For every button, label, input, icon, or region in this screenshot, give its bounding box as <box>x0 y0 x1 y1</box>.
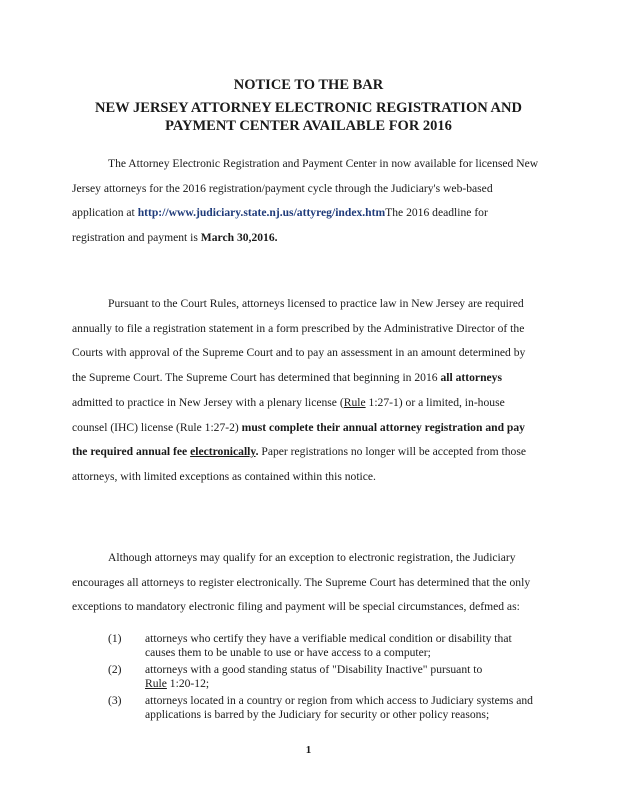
list-item <box>108 663 568 691</box>
paragraph-exceptions <box>72 546 552 620</box>
p1-line-3-text: application at <box>72 206 138 220</box>
p2-line-6 <box>72 416 552 441</box>
list-item-line-1: attorneys who certify they have a verifiable medical condition or disability that <box>145 632 512 645</box>
list-item-number: (2) <box>108 663 122 676</box>
p2-line-1: Pursuant to the Court Rules, attorneys licensed to practice law in New Jersey are required <box>108 297 524 310</box>
list-item-line-2-post: 1:20-12; <box>166 677 210 690</box>
p2-line-7 <box>72 440 552 465</box>
p1-line-4-text: registration and payment is <box>72 231 201 245</box>
p2-line-8: attorneys, with limited exceptions as contained within this notice. <box>72 469 376 483</box>
notice-title: NOTICE TO THE BAR <box>233 77 384 93</box>
p2-line-5 <box>72 391 552 416</box>
attorney-registration-link[interactable]: http://www.judiciary.state.nj.us/attyreg/index.htm <box>137 206 386 220</box>
list-item-line-2: causes them to be unable to use or have access to a computer; <box>145 646 431 659</box>
p3-line-2: encourages all attorneys to register electronically. The Supreme Court has determined that the only <box>72 575 531 589</box>
list-item-number: (3) <box>108 694 122 707</box>
list-item <box>108 632 568 660</box>
rule-reference: Rule <box>145 677 167 690</box>
subtitle-line-1: NEW JERSEY ATTORNEY ELECTRONIC REGISTRATION AND <box>95 100 522 116</box>
notice-subtitle <box>0 99 617 135</box>
deadline-date: March 30,2016. <box>200 231 278 245</box>
list-item-line-1: attorneys with a good standing status of "Disability Inactive" pursuant to <box>145 663 483 676</box>
exceptions-list <box>108 632 568 725</box>
list-item <box>108 694 568 722</box>
p1-line-4 <box>72 226 552 251</box>
p3-line-1: Although attorneys may qualify for an exception to electronic registration, the Judiciary <box>108 551 516 564</box>
p2-line-3: Courts with approval of the Supreme Court and to pay an assessment in an amount determined by <box>72 346 526 360</box>
subtitle-line-2: PAYMENT CENTER AVAILABLE FOR 2016 <box>165 118 452 134</box>
p2-line-4-text: the Supreme Court. The Supreme Court has determined that beginning in 2016 <box>72 371 441 385</box>
list-item-line-2: applications is barred by the Judiciary for security or other policy reasons; <box>145 708 490 721</box>
paragraph-intro <box>72 152 552 251</box>
rule-reference: Rule <box>343 395 366 409</box>
paragraph-court-rules <box>72 292 552 490</box>
p2-line-2: annually to file a registration statement in a form prescribed by the Administrative Director of the <box>72 321 525 335</box>
all-attorneys-emphasis: all attorneys <box>440 371 502 385</box>
p1-line-3 <box>72 201 552 226</box>
p3-line-3: exceptions to mandatory electronic filing and payment will be special circumstances, defmed as: <box>72 600 520 614</box>
p2-line-5-post: 1:27-1) or a limited, in-house <box>365 395 505 409</box>
p2-line-5-text: admitted to practice in New Jersey with a plenary license ( <box>72 395 344 409</box>
fee-emphasis: the required annual fee <box>72 445 191 459</box>
list-item-line-2 <box>145 677 568 691</box>
list-item-line-1: attorneys located in a country or region from which access to Judiciary systems and <box>145 694 533 707</box>
p2-line-6-text: counsel (IHC) license (Rule 1:27-2) <box>72 420 242 434</box>
p1-line-1: The Attorney Electronic Registration and Payment Center in now available for licensed New <box>108 157 539 170</box>
p2-line-4 <box>72 366 552 391</box>
list-item-number: (1) <box>108 632 122 645</box>
electronically-emphasis: electronically <box>190 445 256 459</box>
p1-line-3-post: The 2016 deadline for <box>385 206 488 220</box>
mandate-emphasis: must complete their annual attorney registration and pay <box>241 420 525 434</box>
page-number: 1 <box>305 744 312 756</box>
fee-period: . <box>255 445 259 459</box>
p2-line-7-post: Paper registrations no longer will be accepted from those <box>258 445 527 459</box>
p1-line-2: Jersey attorneys for the 2016 registration/payment cycle through the Judiciary's web-based <box>72 181 493 195</box>
